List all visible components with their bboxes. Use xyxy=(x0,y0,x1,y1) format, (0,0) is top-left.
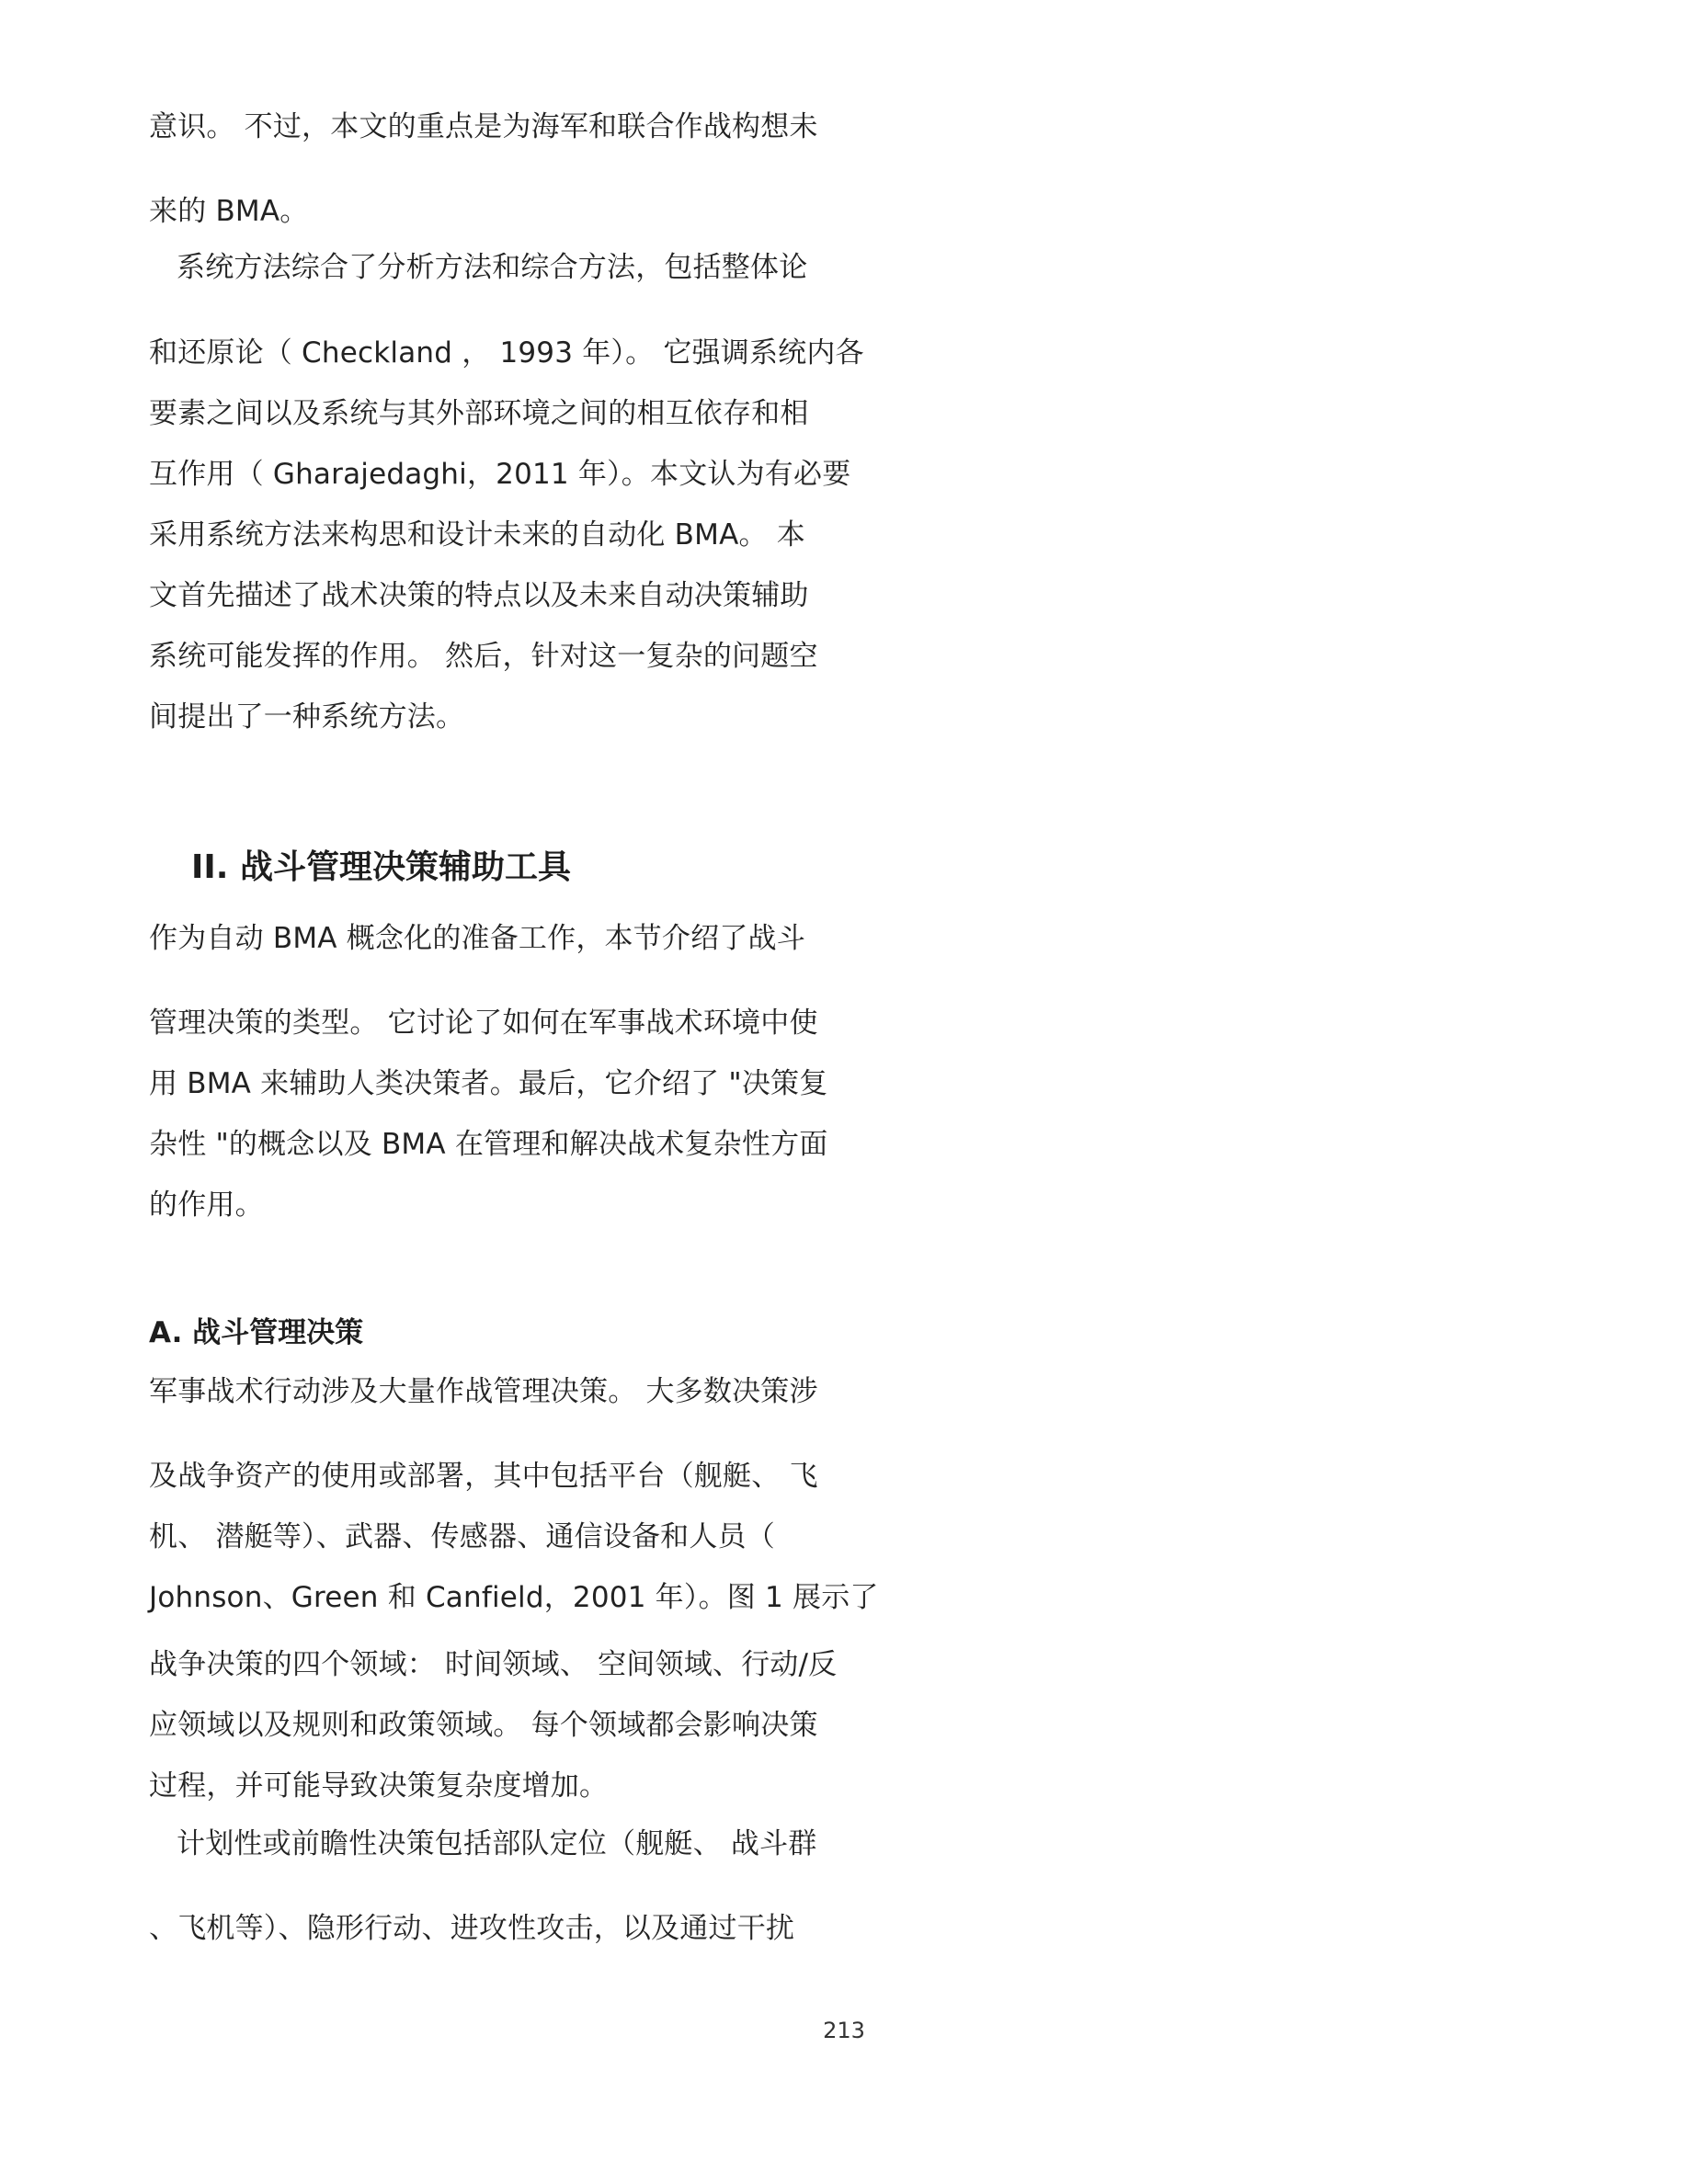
subsection-heading: A. 战斗管理决策 xyxy=(149,1316,364,1349)
systems-paragraph-line-2: 和还原论（ Checkland ， 1993 年）。 它强调系统内各 xyxy=(149,336,864,370)
decisions-paragraph-line-6: 应领域以及规则和政策领域。 每个领域都会影响决策 xyxy=(149,1709,818,1742)
decisions-paragraph-line-3: 机、 潜艇等）、武器、传感器、通信设备和人员（ xyxy=(149,1520,775,1553)
intro-end-line-1: 意识。 不过，本文的重点是为海军和联合作战构想未 xyxy=(149,110,818,143)
decisions-paragraph-line-4: Johnson、Green 和 Canfield，2001 年）。图 1 展示了 xyxy=(149,1581,879,1614)
systems-paragraph-line-6: 文首先描述了战术决策的特点以及未来自动决策辅助 xyxy=(149,579,809,612)
page-number: 213 xyxy=(823,2018,865,2043)
systems-paragraph-line-1: 系统方法综合了分析方法和综合方法，包括整体论 xyxy=(177,251,808,284)
planned-paragraph-line-2: 、飞机等）、隐形行动、进攻性攻击，以及通过干扰 xyxy=(149,1912,795,1945)
decisions-paragraph-line-7: 过程，并可能导致决策复杂度增加。 xyxy=(149,1769,609,1803)
section-intro-line-5: 的作用。 xyxy=(149,1189,264,1222)
planned-paragraph-line-1: 计划性或前瞻性决策包括部队定位（舰艇、 战斗群 xyxy=(177,1827,817,1860)
section-intro-line-3: 用 BMA 来辅助人类决策者。最后，它介绍了 "决策复 xyxy=(149,1067,828,1100)
section-heading: II. 战斗管理决策辅助工具 xyxy=(191,848,571,886)
section-intro-line-2: 管理决策的类型。 它讨论了如何在军事战术环境中使 xyxy=(149,1007,818,1040)
systems-paragraph-line-3: 要素之间以及系统与其外部环境之间的相互依存和相 xyxy=(149,397,809,430)
systems-paragraph-line-4: 互作用（ Gharajedaghi，2011 年）。本文认为有必要 xyxy=(149,458,851,491)
systems-paragraph-line-8: 间提出了一种系统方法。 xyxy=(149,700,465,734)
section-intro-line-1: 作为自动 BMA 概念化的准备工作，本节介绍了战斗 xyxy=(149,922,805,955)
systems-paragraph-line-7: 系统可能发挥的作用。 然后，针对这一复杂的问题空 xyxy=(149,640,818,673)
section-intro-line-4: 杂性 "的概念以及 BMA 在管理和解决战术复杂性方面 xyxy=(149,1128,828,1161)
decisions-paragraph-line-1: 军事战术行动涉及大量作战管理决策。 大多数决策涉 xyxy=(149,1375,818,1408)
intro-end-line-2: 来的 BMA。 xyxy=(149,195,309,228)
systems-paragraph-line-5: 采用系统方法来构思和设计未来的自动化 BMA。 本 xyxy=(149,518,805,552)
decisions-paragraph-line-2: 及战争资产的使用或部署，其中包括平台（舰艇、 飞 xyxy=(149,1460,818,1493)
decisions-paragraph-line-5: 战争决策的四个领域： 时间领域、 空间领域、行动/反 xyxy=(149,1648,838,1681)
